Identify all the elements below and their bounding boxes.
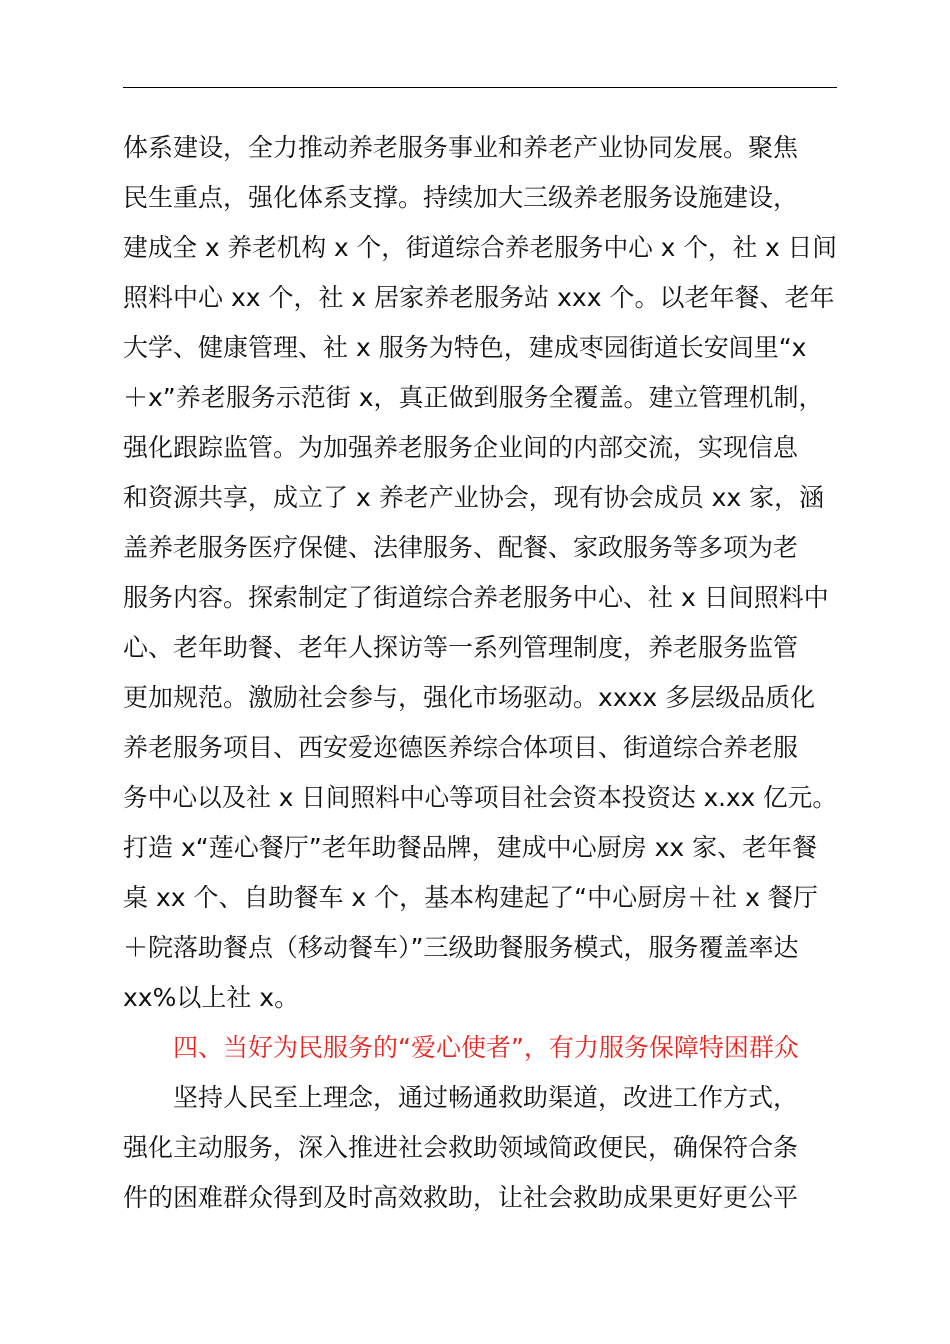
- text-line: 服务内容。探索制定了街道综合养老服务中心、社 x 日间照料中: [123, 583, 829, 612]
- text-line: 民生重点，强化体系支撑。持续加大三级养老服务设施建设，: [123, 183, 799, 212]
- text-line: 建成全 x 养老机构 x 个，街道综合养老服务中心 x 个，社 x 日间: [123, 233, 837, 262]
- text-line: 桌 xx 个、自助餐车 x 个，基本构建起了“中心厨房＋社 x 餐厅: [123, 883, 818, 912]
- section-heading: 四、当好为民服务的“爱心使者”，有力服务保障特困群众: [173, 1033, 799, 1062]
- text-line: 打造 x“莲心餐厅”老年助餐品牌，建成中心厨房 xx 家、老年餐: [123, 833, 818, 862]
- text-line: xx%以上社 x。: [123, 983, 300, 1012]
- text-line: 心、老年助餐、老年人探访等一系列管理制度，养老服务监管: [123, 633, 799, 662]
- text-line: ＋院落助餐点（移动餐车）”三级助餐服务模式，服务覆盖率达: [123, 933, 799, 962]
- text-line: 大学、健康管理、社 x 服务为特色，建成枣园街道长安闾里“x: [123, 333, 807, 362]
- text-line: 照料中心 xx 个，社 x 居家养老服务站 xxx 个。以老年餐、老年: [123, 283, 835, 312]
- text-line: ＋x”养老服务示范街 x，真正做到服务全覆盖。建立管理机制，: [123, 383, 824, 412]
- text-line: 件的困难群众得到及时高效救助，让社会救助成果更好更公平: [123, 1183, 799, 1212]
- text-line: 体系建设，全力推动养老服务事业和养老产业协同发展。聚焦: [123, 133, 799, 162]
- text-line: 养老服务项目、西安爱迩德医养综合体项目、街道综合养老服: [123, 733, 799, 762]
- text-line: 强化主动服务，深入推进社会救助领域简政便民，确保符合条: [123, 1133, 799, 1162]
- header-rule: [123, 87, 837, 88]
- document-body: [123, 123, 837, 1223]
- text-line: 坚持人民至上理念，通过畅通救助渠道，改进工作方式，: [173, 1083, 799, 1112]
- text-line: 务中心以及社 x 日间照料中心等项目社会资本投资达 x.xx 亿元。: [123, 783, 837, 812]
- text-line: 和资源共享，成立了 x 养老产业协会，现有协会成员 xx 家，涵: [123, 483, 825, 512]
- text-line: 更加规范。激励社会参与，强化市场驱动。xxxx 多层级品质化: [123, 683, 816, 712]
- text-line: 强化跟踪监管。为加强养老服务企业间的内部交流，实现信息: [123, 433, 799, 462]
- text-line: 盖养老服务医疗保健、法律服务、配餐、家政服务等多项为老: [123, 533, 799, 562]
